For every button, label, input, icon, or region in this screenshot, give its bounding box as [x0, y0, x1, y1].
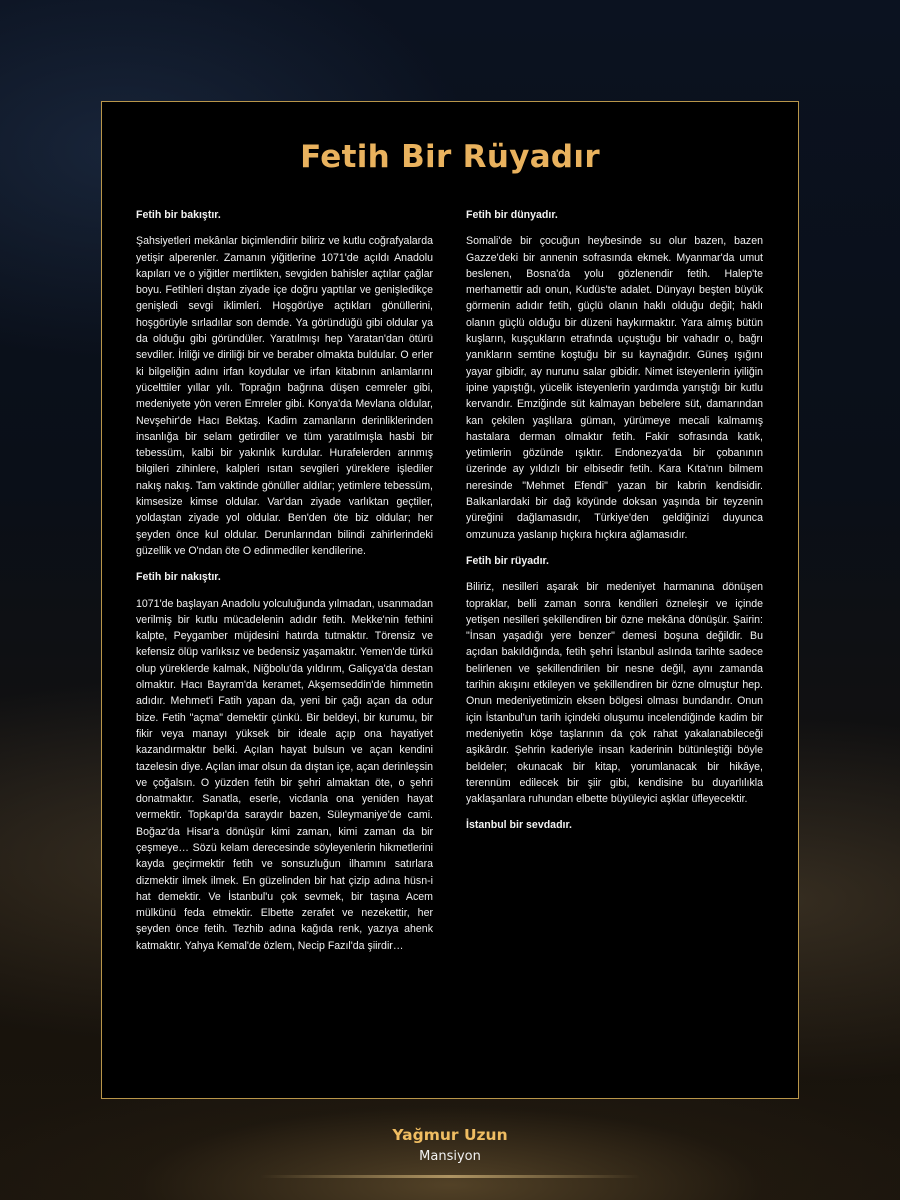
left-column [136, 207, 433, 964]
section-heading-nakis: Fetih bir nakıştır. [136, 571, 221, 584]
award-label: Mansiyon [419, 1149, 481, 1164]
section-paragraph-bakis: Şahsiyetleri mekânlar biçimlendirir biliriz ve kutlu coğrafyalarda yetişir alperenler. Zamanın yiğitlerine 1071'de açıldı Anadolu kapıları ve o yiğitler mertlikten, sevgiden bahisler açtılar çağlar boyu. Fetihleri dıştan ziyade içe doğru yaptılar ve genişledikçe genişledi sevgi iklimleri. Hoşgörüye açtıkları gönüllerini, hoşgörüyle sırladılar son demde. Ya göründüğü gibi oldular ya da olduğu gibi göründüler. Yaratılmışı hep Yaratan'dan ötürü sevdiler. İriliği ve diriliği bir ve beraber olmakta buldular. O erler ki bilgeliğin adını irfan koydular ve irfan kitabının anlamlarını yücelttiler yıllar yılı. Toprağın bağrına düşen cemreler gibi, medeniyete yön veren Emreler gibi. Konya'da Mevlana oldular, Nevşehir'de Hacı Bektaş. Kadim zamanların derinliklerinden insanlığa bir selam getirdiler ve tüm yaratılmışla hasbi bir tebessüm, kalbi bir yakınlık kurdular. Hurafelerden arınmış bilgileri zihinlere, kalpleri ısıtan sevgileri yüreklere işlediler nakış nakış. Tam vaktinde gönüller aldılar; yetimlere tebessüm, kimsesize kimse oldular. Var'dan ziyade varlıktan geçtiler, yoldaştan ziyade yol oldular. Ben'den öte biz oldular; her şeyden önce kul oldular. Derunlarından bilindi zahirlerindeki güzellik ve O'ndan öte O edinmediler kendilerine. [136, 235, 433, 557]
author-name: Yağmur Uzun [392, 1126, 508, 1144]
section-paragraph-dunya: Somali'de bir çocuğun heybesinde su olur bazen, bazen Gazze'deki bir annenin sofrasında ekmek. Myanmar'da umut beslenen, Bosna'da yolu gözlenendir fetih. Halep'te merhamettir adı onun, Kudüs'te adalet. Dünyayı beşten büyük görmenin adıdır fetih, güçlü olanın haklı olduğu değil; haklı olanın güçlü olduğu bir düzeni haykırmaktır. Yara almış bütün kuşların, kuşçukların etrafında uçuştuğu bir vahadır o, bağrı yanıkların semtine koştuğu bir su kaynağıdır. Güneş ışığını yayar gibidir, ay nurunu salar gibidir. Nimet isteyenlerin iyiliğin ipine yapıştığı, yücelik isteyenlerin yardımda yarıştığı bir kutlu kervandır. Emziğinde süt kalmayan bebelere süt, damarından kan çekilen yaşlılara güman, yürümeye mecali kalmamış hastalara derman olmaktır fetih. Fakir sofrasında katık, yetimlerin gözünde ışıktır. Endonezya'da bir çobanının üzerinde ay yıldızlı bir elbisedir fetih. Kara Kıta'nın bilmem neresinde "Mehmet Efendi" yazan bir kabrin kendisidir. Balkanlardaki bir dağ köyünde doksan yaşında bir teyzenin yüreğini dağlamasıdır, Türkiye'den geldiğinizi duyunca omzunuza yaslanıp hıçkıra hıçkıra ağlamasıdır. [466, 235, 763, 541]
section-heading-bakis: Fetih bir bakıştır. [136, 209, 221, 221]
section-paragraph-nakis: 1071'de başlayan Anadolu yolculuğunda yılmadan, usanmadan verilmiş bir kutlu mücadelenin adıdır fetih. Mekke'nin fethini kalpte, Peygamber müjdesini hatırda tutmaktır. Törensiz ve kefensiz ölüp varlıksız ve bedensiz yaşamaktır. Yemen'de türkü olup yüreklerde kalmak, Niğbolu'da yıldırım, Galiçya'da destan olmaktır. Hacı Bayram'da keramet, Akşemseddin'de himmetin adıdır. Mehmet'i Fatih yapan da, yeni bir çağı açan da odur bize. Fetih "açma" demektir çünkü. Bir beldeyi, bir kurumu, bir fikir veya manayı yüksek bir ideale açıp ona hayatiyet kazandırmaktır belki. Açılan hayat bulsun ve açan kendini tazelesin diye. Açılan imar olsun da dıştan içe, açan derinleşsin ve çoğalsın. O yüzden fetih bir şehri almaktan öte, o şehri donatmaktır. Sanatla, eserle, vicdanla ona yeniden hayat vermektir. Topkapı'da saraydır bazen, Süleymaniye'de cami. Boğaz'da Hisar'a dönüşür kimi zaman, kimi zaman da bir çeşmeye… Sözü kelam derecesinde söyleyenlerin hikmetlerini kayda geçirmektir fetih ve sonsuzluğun ilhamını satırlara dizmektir ilmek ilmek. En güzelinden bir hat çizip adına hüsn-i hat demektir. Ve İstanbul'u çok sevmek, bir taşına Acem mülkünü feda etmektir. Elbette zerafet ve nezekettir, her şeyden önce fetih. Tezhib adına kağıda renk, yazıya ahenk katmaktır. Yahya Kemal'de özlem, Necip Fazıl'da şiirdir… [136, 597, 433, 952]
article-title: Fetih Bir Rüyadır [300, 139, 600, 175]
section-heading-dunya: Fetih bir dünyadır. [466, 209, 558, 221]
section-paragraph-ruya: Biliriz, nesilleri aşarak bir medeniyet harmanına dönüşen topraklar, belli zaman sonra kendileri özneleşir ve içinde yetişen nesilleri şekillendiren bir özne mekâna dönüşür. Şairin: "İnsan yaşadığı yere benzer" demesi boşuna değildir. Bu açıdan bakıldığında, fetih şehri İstanbul aslında tarihte sadece belirlenen ve şekillendirilen bir nesne değil, aynı zamanda tarihin akışını etkileyen ve şekillendiren bir özne olmuştur hep. Onun medeniyetimizin eksen bölgesi olması bundandır. Onun için İstanbul'un tarih içindeki oluşumu incelendiğinde kadim bir medeniyetin köşe taşlarının da çok rahat yakalanabileceği aşikârdır. Şehrin kaderiyle insan kaderinin bütünleştiği böyle beldeler; okunacak bir kitap, yorumlanacak bir hikâye, terennüm edilecek bir şiir gibi, kendisine bu duyarlılıkla yaklaşanlara ruhundan elbette büyüleyici aşklar üfleyecektir. [466, 581, 763, 806]
horizon-glow [260, 1175, 640, 1178]
section-heading-ruya: Fetih bir rüyadır. [466, 554, 550, 567]
section-heading-sevda: İstanbul bir sevdadır. [466, 819, 572, 832]
right-column [466, 207, 763, 844]
